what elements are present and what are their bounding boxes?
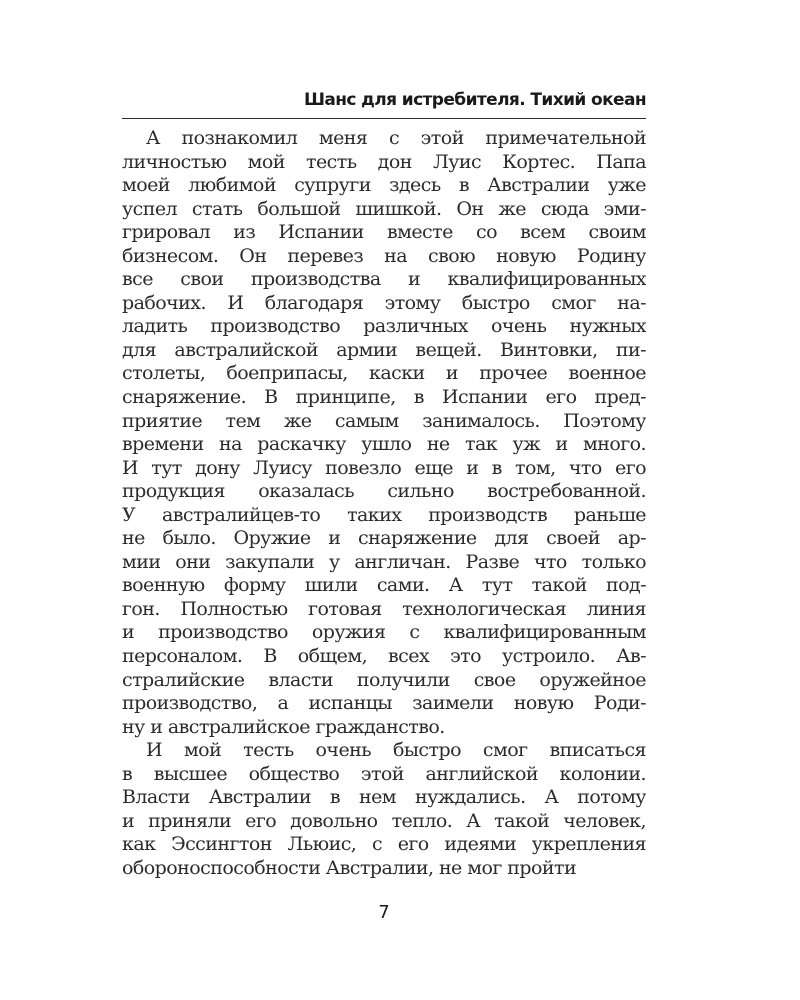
- running-head-title: Шанс для истребителя. Тихий океан: [303, 90, 646, 110]
- text-line: и приняли его довольно тепло. А такой человек,: [122, 809, 646, 832]
- body-text: [122, 127, 646, 881]
- paragraph: [122, 127, 646, 739]
- text-line: Власти Австралии в нем нуждались. А потому: [122, 786, 646, 809]
- page-number: 7: [378, 902, 390, 923]
- text-line: И тут дону Луису повезло еще и в том, что его: [122, 456, 646, 479]
- text-line: и производство оружия с квалифицированным: [122, 621, 646, 644]
- text-line: продукция оказалась сильно востребованной.: [122, 480, 646, 503]
- text-line: для австралийской армии вещей. Винтовки, пи-: [122, 338, 646, 361]
- text-line: рабочих. И благодаря этому быстро смог на-: [122, 291, 646, 314]
- text-line: как Эссингтон Льюис, с его идеями укрепления: [122, 833, 646, 856]
- text-line: грировал из Испании вместе со всем своим: [122, 221, 646, 244]
- text-line: времени на раскачку ушло не так уж и много.: [122, 433, 646, 456]
- text-line: И мой тесть очень быстро смог вписаться: [146, 739, 646, 762]
- text-line: ну и австралийское гражданство.: [122, 715, 445, 738]
- text-line: производство, а испанцы заимели новую Роди-: [122, 692, 646, 715]
- text-line: все свои производства и квалифицированных: [122, 268, 646, 291]
- text-line: успел стать большой шишкой. Он же сюда эми-: [122, 197, 646, 220]
- text-line: снаряжение. В принципе, в Испании его пред-: [122, 386, 646, 409]
- text-line: в высшее общество этой английской колонии.: [122, 762, 646, 785]
- header-rule: [122, 118, 646, 119]
- text-line: не было. Оружие и снаряжение для своей ар-: [122, 527, 646, 550]
- text-line: А познакомил меня с этой примечательной: [146, 127, 646, 149]
- text-line: столеты, боеприпасы, каски и прочее военное: [122, 362, 646, 385]
- text-line: военную форму шили сами. А тут такой под-: [122, 574, 646, 597]
- text-line: персоналом. В общем, всех это устроило. Ав-: [122, 645, 646, 668]
- text-line: стралийские власти получили свое оружейное: [122, 668, 646, 691]
- text-line: ладить производство различных очень нужных: [122, 315, 646, 338]
- text-line: обороноспособности Австралии, не мог пройти: [122, 856, 577, 879]
- text-line: У австралийцев-то таких производств раньше: [122, 503, 646, 526]
- text-line: приятие тем же самым занималось. Поэтому: [122, 409, 646, 432]
- paragraph: [122, 739, 646, 880]
- text-line: моей любимой супруги здесь в Австралии уже: [122, 174, 646, 197]
- text-line: бизнесом. Он перевез на свою новую Родину: [122, 244, 646, 267]
- text-line: личностью мой тесть дон Луис Кортес. Папа: [122, 150, 646, 173]
- text-line: гон. Полностью готовая технологическая линия: [122, 597, 646, 620]
- text-line: мии они закупали у англичан. Разве что только: [122, 550, 646, 573]
